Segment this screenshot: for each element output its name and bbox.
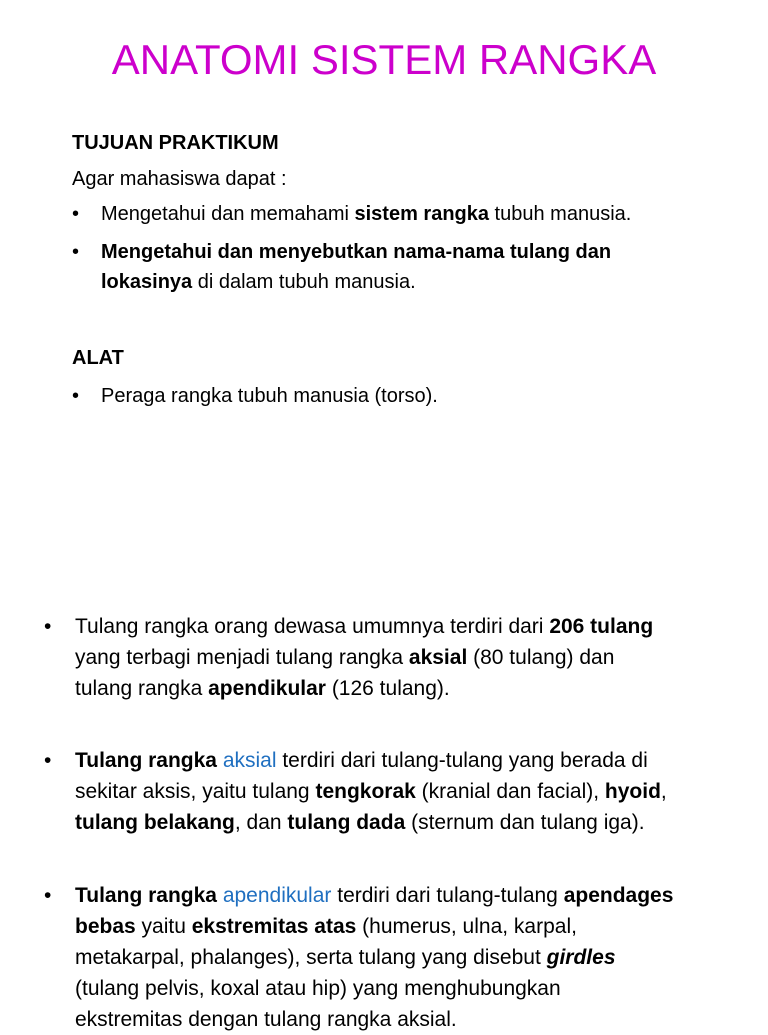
bullet-glyph: •	[44, 749, 52, 772]
bullet-glyph: •	[44, 884, 52, 907]
list-item: Mengetahui dan menyebutkan nama-nama tulang dan lokasinya di dalam tubuh manusia.	[101, 241, 612, 293]
list-item: Mengetahui dan memahami sistem rangka tubuh manusia.	[101, 203, 632, 225]
alat-bullet-1	[72, 381, 732, 411]
page-title: ANATOMI SISTEM RANGKA	[111, 36, 657, 83]
bullet-glyph: •	[72, 241, 80, 263]
alat-heading: ALAT	[72, 347, 124, 369]
tujuan-intro: Agar mahasiswa dapat :	[72, 168, 287, 190]
tujuan-heading: TUJUAN PRAKTIKUM	[72, 132, 279, 154]
bullet-glyph: •	[72, 385, 80, 407]
tujuan-bullet-2	[72, 237, 732, 297]
tujuan-section	[72, 128, 732, 297]
bullet-glyph: •	[72, 203, 80, 225]
list-item: Tulang rangka orang dewasa umumnya terdiri dari 206 tulang yang terbagi menjadi tulang rangka aksial (80 tulang) dan tulang rangka apendikular (126 tulang).	[75, 615, 654, 700]
tujuan-bullet-1	[72, 199, 732, 229]
list-item: Peraga rangka tubuh manusia (torso).	[101, 385, 438, 407]
alat-section	[72, 343, 732, 411]
list-item: Tulang rangka aksial terdiri dari tulang-tulang yang berada di sekitar aksis, yaitu tulang tengkorak (kranial dan facial), hyoid, tulang belakang, dan tulang dada (sternum dan tulang iga).	[75, 749, 667, 834]
list-item: Tulang rangka apendikular terdiri dari tulang-tulang apendages bebas yaitu ekstremitas atas (humerus, ulna, karpal, metakarpal, phalanges), serta tulang yang disebut girdles (tulang pelvis, koxal atau hip) yang menghubungkan ekstremitas dengan tulang rangka aksial.	[75, 884, 674, 1031]
bullet-glyph: •	[44, 615, 52, 638]
